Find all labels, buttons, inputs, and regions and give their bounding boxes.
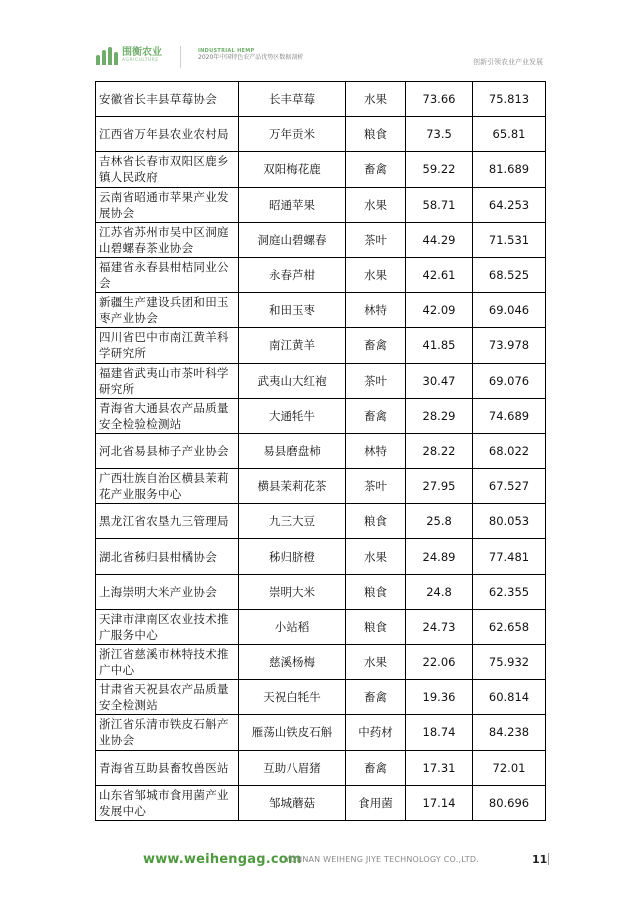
value-b-cell: 69.076 <box>473 363 546 398</box>
table-row <box>96 363 546 398</box>
value-a-cell: 22.06 <box>406 645 473 680</box>
value-a-cell: 42.09 <box>406 293 473 328</box>
value-b-cell: 74.689 <box>473 398 546 433</box>
category-cell: 林特 <box>346 293 406 328</box>
value-b-cell: 75.813 <box>473 82 546 117</box>
category-cell: 水果 <box>346 645 406 680</box>
header-divider <box>180 46 181 68</box>
organization-cell: 云南省昭通市苹果产业发展协会 <box>96 187 239 222</box>
product-cell: 昭通苹果 <box>239 187 346 222</box>
table-row <box>96 328 546 363</box>
value-a-cell: 73.66 <box>406 82 473 117</box>
category-cell: 食用菌 <box>346 785 406 820</box>
organization-cell: 安徽省长丰县草莓协会 <box>96 82 239 117</box>
table-row <box>96 539 546 574</box>
value-a-cell: 73.5 <box>406 117 473 152</box>
category-cell: 水果 <box>346 82 406 117</box>
footer-company: YUNNAN WEIHENG JIYE TECHNOLOGY CO.,LTD. <box>285 855 479 864</box>
table-row <box>96 82 546 117</box>
category-cell: 中药材 <box>346 715 406 750</box>
value-b-cell: 84.238 <box>473 715 546 750</box>
value-b-cell: 71.531 <box>473 222 546 257</box>
table-row <box>96 574 546 609</box>
value-b-cell: 68.525 <box>473 257 546 292</box>
value-b-cell: 72.01 <box>473 750 546 785</box>
category-cell: 茶叶 <box>346 222 406 257</box>
value-a-cell: 28.22 <box>406 433 473 468</box>
product-cell: 横县茉莉花茶 <box>239 469 346 504</box>
product-cell: 和田玉枣 <box>239 293 346 328</box>
category-cell: 水果 <box>346 539 406 574</box>
product-cell: 易县磨盘柿 <box>239 433 346 468</box>
category-cell: 林特 <box>346 433 406 468</box>
value-a-cell: 17.31 <box>406 750 473 785</box>
product-cell: 秭归脐橙 <box>239 539 346 574</box>
product-cell: 慈溪杨梅 <box>239 645 346 680</box>
organization-cell: 广西壮族自治区横县茉莉花产业服务中心 <box>96 469 239 504</box>
organization-cell: 江西省万年县农业农村局 <box>96 117 239 152</box>
value-b-cell: 80.696 <box>473 785 546 820</box>
category-cell: 畜禽 <box>346 328 406 363</box>
page-number: 11 <box>532 853 548 866</box>
product-cell: 洞庭山碧螺春 <box>239 222 346 257</box>
product-cell: 九三大豆 <box>239 504 346 539</box>
category-cell: 水果 <box>346 257 406 292</box>
table-row <box>96 609 546 644</box>
organization-cell: 湖北省秭归县柑橘协会 <box>96 539 239 574</box>
value-a-cell: 44.29 <box>406 222 473 257</box>
table-row <box>96 645 546 680</box>
organization-cell: 山东省邹城市食用菌产业发展中心 <box>96 785 239 820</box>
value-a-cell: 27.95 <box>406 469 473 504</box>
value-b-cell: 62.355 <box>473 574 546 609</box>
product-cell: 长丰草莓 <box>239 82 346 117</box>
category-cell: 粮食 <box>346 117 406 152</box>
product-cell: 双阳梅花鹿 <box>239 152 346 187</box>
page-number-divider <box>548 853 549 865</box>
organization-cell: 吉林省长春市双阳区鹿乡镇人民政府 <box>96 152 239 187</box>
value-b-cell: 73.978 <box>473 328 546 363</box>
product-cell: 天祝白牦牛 <box>239 680 346 715</box>
product-cell: 小站稻 <box>239 609 346 644</box>
value-b-cell: 67.527 <box>473 469 546 504</box>
table-row <box>96 152 546 187</box>
value-a-cell: 41.85 <box>406 328 473 363</box>
organization-cell: 浙江省慈溪市林特技术推广中心 <box>96 645 239 680</box>
table-row <box>96 469 546 504</box>
organization-cell: 天津市津南区农业技术推广服务中心 <box>96 609 239 644</box>
organization-cell: 青海省大通县农产品质量安全检验检测站 <box>96 398 239 433</box>
logo-name-cn: 围衡农业 <box>122 47 162 59</box>
value-b-cell: 64.253 <box>473 187 546 222</box>
value-a-cell: 19.36 <box>406 680 473 715</box>
table-row <box>96 293 546 328</box>
organization-cell: 江苏省苏州市吴中区洞庭山碧螺春茶业协会 <box>96 222 239 257</box>
table-row <box>96 257 546 292</box>
value-b-cell: 68.022 <box>473 433 546 468</box>
value-b-cell: 75.932 <box>473 645 546 680</box>
product-cell: 邹城蘑菇 <box>239 785 346 820</box>
product-cell: 崇明大米 <box>239 574 346 609</box>
value-a-cell: 24.73 <box>406 609 473 644</box>
category-cell: 粮食 <box>346 609 406 644</box>
value-b-cell: 81.689 <box>473 152 546 187</box>
organization-cell: 四川省巴中市南江黄羊科学研究所 <box>96 328 239 363</box>
page-header <box>0 0 640 80</box>
table-row <box>96 715 546 750</box>
header-title-en: INDUSTRIAL HEMP <box>198 48 255 54</box>
category-cell: 粮食 <box>346 574 406 609</box>
value-b-cell: 80.053 <box>473 504 546 539</box>
organization-cell: 青海省互助县畜牧兽医站 <box>96 750 239 785</box>
value-a-cell: 18.74 <box>406 715 473 750</box>
value-a-cell: 17.14 <box>406 785 473 820</box>
category-cell: 畜禽 <box>346 750 406 785</box>
category-cell: 畜禽 <box>346 398 406 433</box>
value-b-cell: 60.814 <box>473 680 546 715</box>
value-a-cell: 42.61 <box>406 257 473 292</box>
product-cell: 武夷山大红袍 <box>239 363 346 398</box>
company-logo <box>96 47 162 65</box>
value-a-cell: 24.8 <box>406 574 473 609</box>
table-row <box>96 433 546 468</box>
table-row <box>96 398 546 433</box>
organization-cell: 浙江省乐清市铁皮石斛产业协会 <box>96 715 239 750</box>
table-row <box>96 785 546 820</box>
category-cell: 茶叶 <box>346 469 406 504</box>
leaf-logo-icon <box>96 47 118 65</box>
product-cell: 南江黄羊 <box>239 328 346 363</box>
value-a-cell: 28.29 <box>406 398 473 433</box>
logo-name-en: AGRICULTURE <box>122 58 159 64</box>
table-row <box>96 504 546 539</box>
table-body <box>96 82 546 821</box>
value-b-cell: 62.658 <box>473 609 546 644</box>
organization-cell: 黑龙江省农垦九三管理局 <box>96 504 239 539</box>
value-a-cell: 24.89 <box>406 539 473 574</box>
organization-cell: 河北省易县柿子产业协会 <box>96 433 239 468</box>
table-row <box>96 187 546 222</box>
category-cell: 粮食 <box>346 504 406 539</box>
product-cell: 永春芦柑 <box>239 257 346 292</box>
organization-cell: 新疆生产建设兵团和田玉枣产业协会 <box>96 293 239 328</box>
product-cell: 互助八眉猪 <box>239 750 346 785</box>
value-a-cell: 58.71 <box>406 187 473 222</box>
header-title-cn: 2020年中国特色农产品优势区数据剖析 <box>198 54 304 61</box>
value-b-cell: 65.81 <box>473 117 546 152</box>
table-row <box>96 222 546 257</box>
product-cell: 雁荡山铁皮石斛 <box>239 715 346 750</box>
table-row <box>96 750 546 785</box>
organization-cell: 甘肃省天祝县农产品质量安全检测站 <box>96 680 239 715</box>
data-table <box>95 81 546 821</box>
product-cell: 万年贡米 <box>239 117 346 152</box>
value-b-cell: 77.481 <box>473 539 546 574</box>
value-b-cell: 69.046 <box>473 293 546 328</box>
organization-cell: 上海崇明大米产业协会 <box>96 574 239 609</box>
category-cell: 畜禽 <box>346 152 406 187</box>
category-cell: 畜禽 <box>346 680 406 715</box>
value-a-cell: 30.47 <box>406 363 473 398</box>
footer-url[interactable]: www.weihengag.com <box>143 852 302 867</box>
table-row <box>96 117 546 152</box>
category-cell: 水果 <box>346 187 406 222</box>
category-cell: 茶叶 <box>346 363 406 398</box>
header-title <box>198 48 303 61</box>
value-a-cell: 59.22 <box>406 152 473 187</box>
organization-cell: 福建省武夷山市茶叶科学研究所 <box>96 363 239 398</box>
table-row <box>96 680 546 715</box>
value-a-cell: 25.8 <box>406 504 473 539</box>
header-slogan: 创新引领农业产业发展 <box>473 58 543 66</box>
organization-cell: 福建省永春县柑桔同业公会 <box>96 257 239 292</box>
product-cell: 大通牦牛 <box>239 398 346 433</box>
